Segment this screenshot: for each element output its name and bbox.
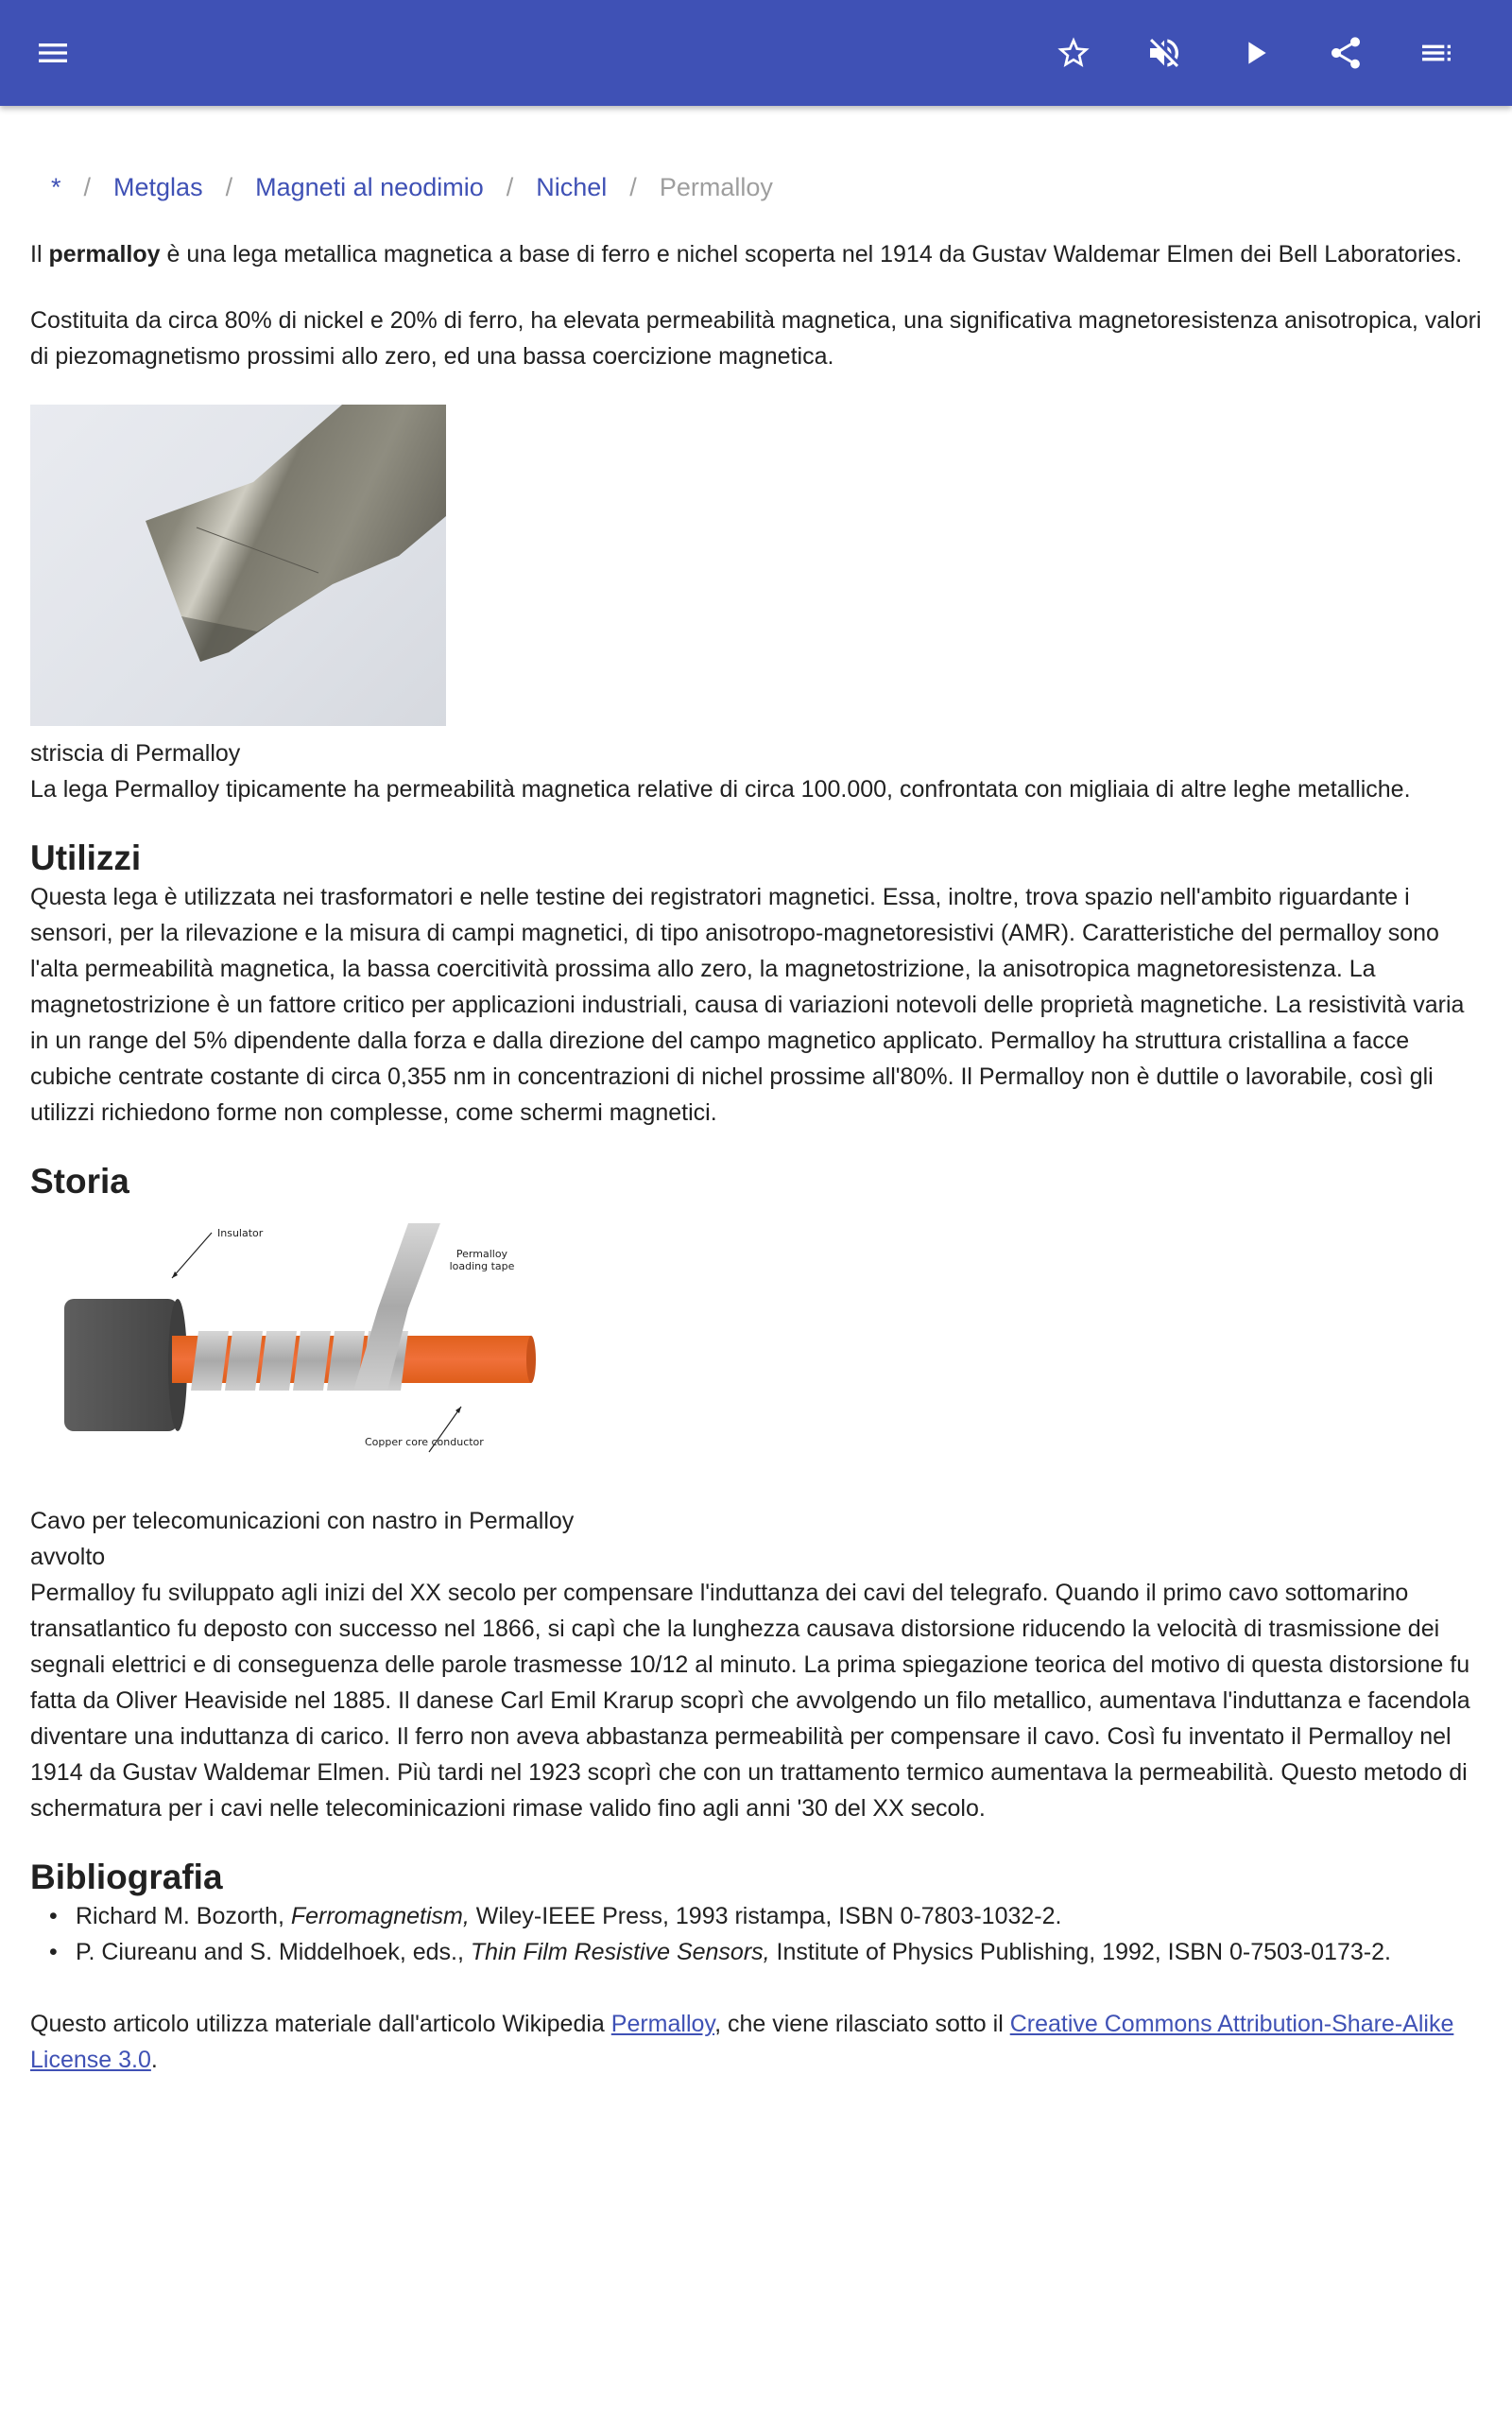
utilizzi-paragraph: Questa lega è utilizzata nei trasformatori e nelle testine dei registratori magnetici. Essa, inoltre, trova spazio nell'ambito riguardante i sensori, per la rilevazione e la misura di campi magnetici, di tipo anisotropo-magnetoresistivi (AMR). Caratteristiche del permalloy sono l'alta permeabilità magnetica, la bassa coercitività prossima allo zero, la magnetostrizione, la anisotropica magnetoresistenza. La magnetostrizione è un fattore critico per applicazioni industriali, causa di variazioni notevoli delle proprietà magnetiche. La resistività varia in un range del 5% dipendente dalla forza e dalla direzione del campo magnetico applicato. Permalloy ha struttura cristallina a facce cubiche centrate costante di circa 0,355 nm in concentrazioni di nichel prossime all'80%. Il Permalloy non è duttile o lavorabile, così gli utilizzi richiedono forme non complesse, come schermi magnetici. bbox=[30, 884, 1465, 1126]
intro-text: Il bbox=[30, 241, 49, 268]
bib-title: Ferromagnetism, bbox=[290, 1903, 470, 1929]
star-outline-icon bbox=[1055, 34, 1092, 72]
play-icon bbox=[1236, 34, 1274, 72]
playlist-icon bbox=[1418, 34, 1455, 72]
insulator-shape bbox=[64, 1299, 178, 1431]
tape-label-line2: loading tape bbox=[449, 1260, 515, 1272]
breadcrumb-separator: / bbox=[629, 172, 637, 201]
license-link[interactable]: Creative Commons Attribution-Share-Alike License 3.0 bbox=[30, 2011, 1454, 2073]
footer-text: . bbox=[150, 2047, 158, 2073]
breadcrumb-item-root[interactable]: * bbox=[51, 172, 61, 201]
permeability-paragraph: La lega Permalloy tipicamente ha permeabilità magnetica relative di circa 100.000, confrontata con migliaia di altre leghe metalliche. bbox=[30, 776, 1411, 803]
intro-paragraph bbox=[30, 236, 1486, 272]
wikipedia-link[interactable]: Permalloy bbox=[610, 2011, 715, 2037]
play-button[interactable] bbox=[1225, 23, 1285, 83]
permalloy-strip-photo[interactable] bbox=[30, 405, 446, 726]
intro-text: è una lega metallica magnetica a base di ferro e nichel scoperta nel 1914 da Gustav Waldemar Elmen dei Bell Laboratories. bbox=[160, 241, 1463, 268]
license-footer bbox=[30, 2006, 1486, 2078]
bibliography-list bbox=[30, 1898, 1486, 1970]
bibliography-item bbox=[49, 1934, 1486, 1970]
footer-text: Questo articolo utilizza materiale dall'articolo Wikipedia bbox=[30, 2011, 611, 2037]
composition-paragraph: Costituita da circa 80% di nickel e 20% di ferro, ha elevata permeabilità magnetica, una significativa magnetoresistenza anisotropica, valori di piezomagnetismo prossimi allo zero, ed una bassa coercizione magnetica. bbox=[30, 307, 1482, 370]
tape-label-line1: Permalloy bbox=[455, 1248, 508, 1260]
diagram-caption-line2: avvolto bbox=[30, 1544, 106, 1570]
favorite-button[interactable] bbox=[1043, 23, 1104, 83]
breadcrumb bbox=[30, 151, 1486, 223]
bib-publisher: Institute of Physics Publishing, 1992, ISBN 0-7503-0173-2. bbox=[769, 1939, 1391, 1965]
app-bar bbox=[0, 0, 1512, 106]
section-heading-utilizzi: Utilizzi bbox=[30, 838, 142, 877]
insulator-label: Insulator bbox=[217, 1227, 264, 1239]
breadcrumb-separator: / bbox=[506, 172, 514, 201]
photo-caption: striscia di Permalloy bbox=[30, 740, 241, 767]
section-heading-bibliografia: Bibliografia bbox=[30, 1858, 223, 1896]
breadcrumb-item-magneti[interactable]: Magneti al neodimio bbox=[255, 172, 484, 201]
breadcrumb-current: Permalloy bbox=[659, 172, 773, 201]
breadcrumb-separator: / bbox=[225, 172, 233, 201]
bib-author: P. Ciureanu and S. Middelhoek, eds., bbox=[76, 1939, 471, 1965]
bibliography-item bbox=[49, 1898, 1486, 1934]
bib-author: Richard M. Bozorth, bbox=[76, 1903, 291, 1929]
breadcrumb-item-metglas[interactable]: Metglas bbox=[113, 172, 203, 201]
diagram-caption-line1: Cavo per telecomunicazioni con nastro in Permalloy bbox=[30, 1508, 575, 1534]
share-icon bbox=[1327, 34, 1365, 72]
menu-icon bbox=[34, 34, 72, 72]
mute-button[interactable] bbox=[1134, 23, 1194, 83]
storia-paragraph: Permalloy fu sviluppato agli inizi del XX secolo per compensare l'induttanza dei cavi del telegrafo. Quando il primo cavo sottomarino transatlantico fu deposto con successo nel 1866, si capì che la lunghezza causava distorsione riducendo la velocità di trasmissione dei segnali elettrici e di conseguenza delle parole trasmesse 10/12 al minuto. La prima spiegazione teorica del motivo di questa distorsione fu fatta da Oliver Heaviside nel 1885. Il danese Carl Emil Krarup scoprì che avvolgendo un filo metallico, aumentava l'induttanza e facendola diventare una induttanza di carico. Il ferro non aveva abbastanza permeabilità per compensare il cavo. Così fu inventato il Permalloy nel 1914 da Gustav Waldemar Elmen. Più tardi nel 1923 scoprì che con un trattamento termico aumentava la permeabilità. Questo metodo di schermatura per i cavi nelle telecominicazioni rimase valido fino agli anni '30 del XX secolo. bbox=[30, 1580, 1470, 1822]
section-heading-storia: Storia bbox=[30, 1162, 129, 1201]
breadcrumb-item-nichel[interactable]: Nichel bbox=[536, 172, 608, 201]
footer-text: , che viene rilasciato sotto il bbox=[714, 2011, 1010, 2037]
article-content bbox=[30, 151, 1486, 2078]
bib-title: Thin Film Resistive Sensors, bbox=[470, 1939, 770, 1965]
intro-bold-term: permalloy bbox=[48, 241, 161, 268]
volume-off-icon bbox=[1145, 34, 1183, 72]
bib-publisher: Wiley-IEEE Press, 1993 ristampa, ISBN 0-7803-1032-2. bbox=[469, 1903, 1062, 1929]
copper-label: Copper core conductor bbox=[365, 1436, 484, 1448]
breadcrumb-separator: / bbox=[83, 172, 92, 201]
share-button[interactable] bbox=[1315, 23, 1376, 83]
toc-button[interactable] bbox=[1406, 23, 1467, 83]
menu-button[interactable] bbox=[23, 23, 83, 83]
cable-diagram[interactable] bbox=[30, 1214, 597, 1469]
